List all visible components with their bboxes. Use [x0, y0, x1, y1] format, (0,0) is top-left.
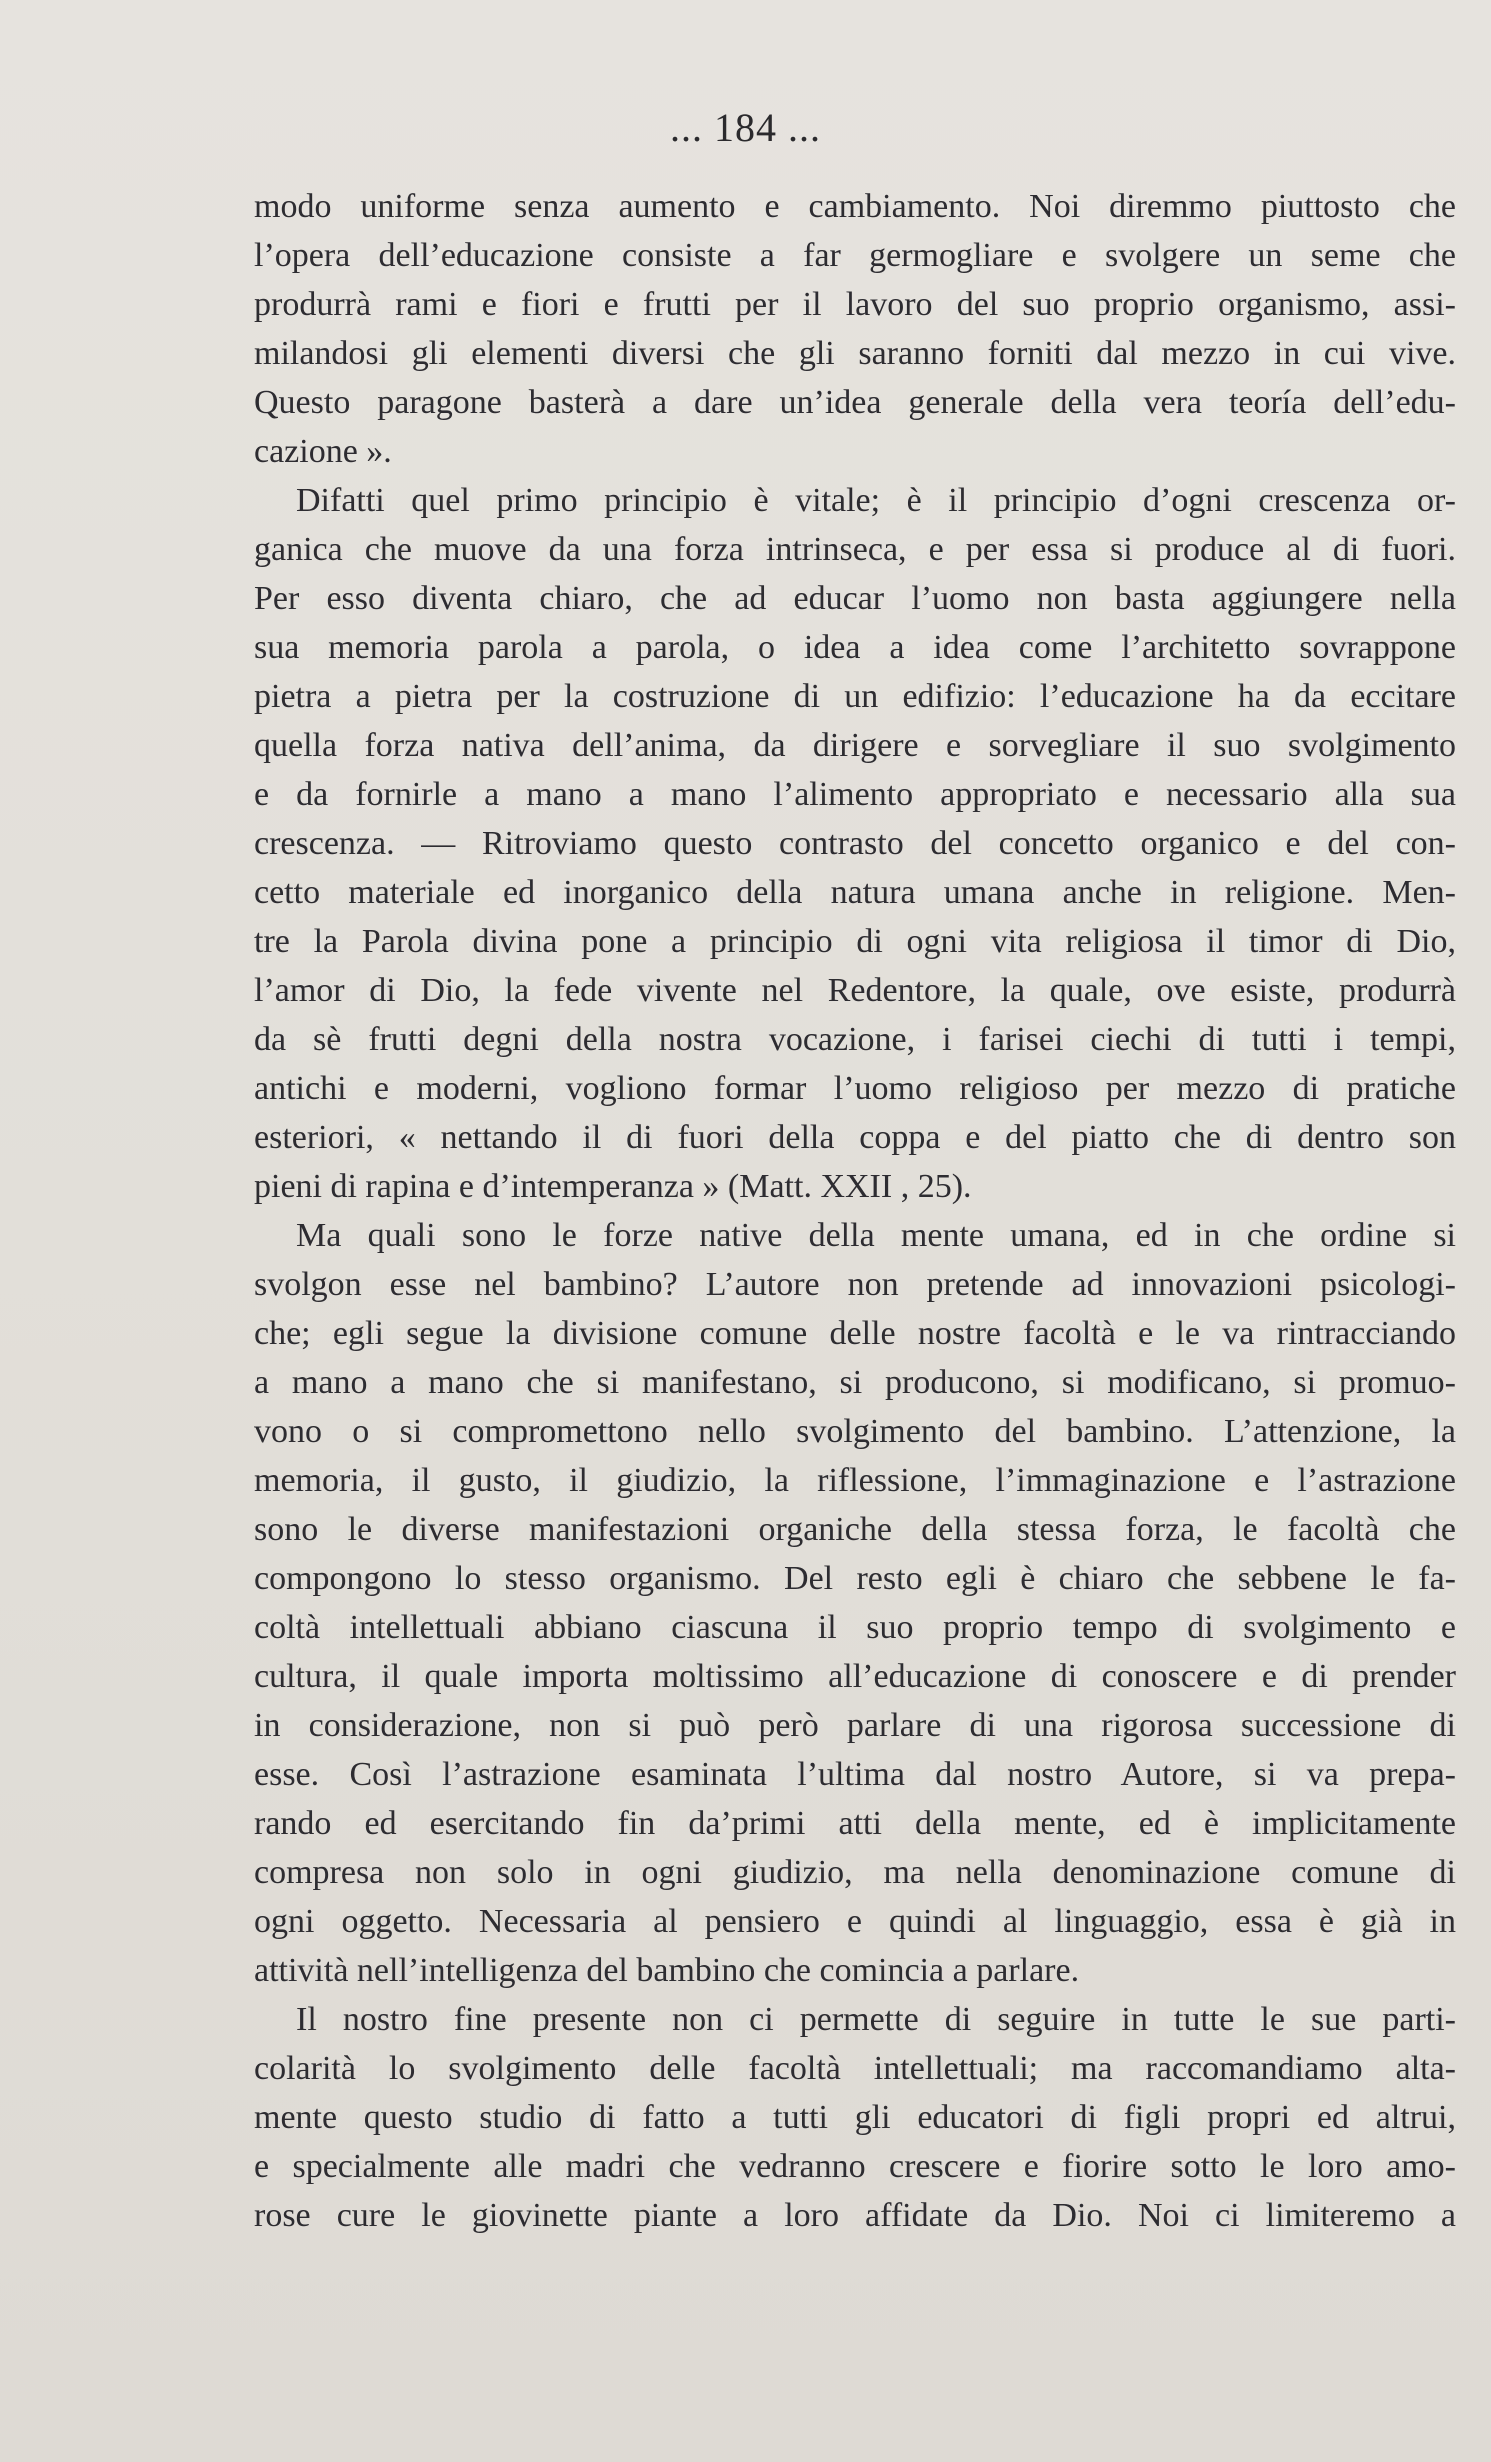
- text-line: cetto materiale ed inorganico della natura umana anche in religione. Men-: [254, 874, 1456, 911]
- text-line: a mano a mano che si manifestano, si producono, si modificano, si promuo-: [254, 1364, 1456, 1401]
- text-line: cazione ».: [254, 433, 392, 470]
- text-line: che; egli segue la divisione comune delle nostre facoltà e le va rintracciando: [254, 1315, 1456, 1352]
- text-line: l’amor di Dio, la fede vivente nel Redentore, la quale, ove esiste, produrrà: [254, 972, 1456, 1009]
- text-line: Per esso diventa chiaro, che ad educar l’uomo non basta aggiungere nella: [254, 580, 1456, 617]
- text-line: sua memoria parola a parola, o idea a idea come l’architetto sovrappone: [254, 629, 1456, 666]
- text-line: da sè frutti degni della nostra vocazione, i farisei ciechi di tutti i tempi,: [254, 1021, 1456, 1058]
- text-line: sono le diverse manifestazioni organiche della stessa forza, le facoltà che: [254, 1511, 1456, 1548]
- text-line: esteriori, « nettando il di fuori della coppa e del piatto che di dentro son: [254, 1119, 1456, 1156]
- text-line: quella forza nativa dell’anima, da dirigere e sorvegliare il suo svolgimento: [254, 727, 1456, 764]
- text-line: mente questo studio di fatto a tutti gli educatori di figli propri ed altrui,: [254, 2099, 1456, 2136]
- text-line: compresa non solo in ogni giudizio, ma nella denominazione comune di: [254, 1854, 1456, 1891]
- text-line: l’opera dell’educazione consiste a far germogliare e svolgere un seme che: [254, 237, 1456, 274]
- text-line: rose cure le giovinette piante a loro affidate da Dio. Noi ci limiteremo a: [254, 2197, 1456, 2234]
- text-line: e da fornirle a mano a mano l’alimento appropriato e necessario alla sua: [254, 776, 1456, 813]
- text-line: tre la Parola divina pone a principio di ogni vita religiosa il timor di Dio,: [254, 923, 1456, 960]
- page-number: ... 184 ...: [670, 105, 821, 150]
- text-line: coltà intellettuali abbiano ciascuna il suo proprio tempo di svolgimento e: [254, 1609, 1456, 1646]
- text-line: memoria, il gusto, il giudizio, la riflessione, l’immaginazione e l’astrazione: [254, 1462, 1456, 1499]
- text-line: produrrà rami e fiori e frutti per il lavoro del suo proprio organismo, assi-: [254, 286, 1456, 323]
- text-line: esse. Così l’astrazione esaminata l’ultima dal nostro Autore, si va prepa-: [254, 1756, 1456, 1793]
- text-line: attività nell’intelligenza del bambino che comincia a parlare.: [254, 1952, 1080, 1989]
- body-text: [254, 182, 1456, 2240]
- text-line: rando ed esercitando fin da’primi atti della mente, ed è implicitamente: [254, 1805, 1456, 1842]
- text-line: colarità lo svolgimento delle facoltà intellettuali; ma raccomandiamo alta-: [254, 2050, 1456, 2087]
- text-line: Difatti quel primo principio è vitale; è il principio d’ogni crescenza or-: [296, 482, 1456, 519]
- text-line: modo uniforme senza aumento e cambiamento. Noi diremmo piuttosto che: [254, 188, 1456, 225]
- text-line: e specialmente alle madri che vedranno crescere e fiorire sotto le loro amo-: [254, 2148, 1456, 2185]
- text-line: pieni di rapina e d’intemperanza » (Matt. XXII , 25).: [254, 1168, 972, 1205]
- text-line: pietra a pietra per la costruzione di un edifizio: l’educazione ha da eccitare: [254, 678, 1456, 715]
- text-line: ganica che muove da una forza intrinseca, e per essa si produce al di fuori.: [254, 531, 1456, 568]
- text-line: in considerazione, non si può però parlare di una rigorosa successione di: [254, 1707, 1456, 1744]
- text-line: Ma quali sono le forze native della mente umana, ed in che ordine si: [296, 1217, 1456, 1254]
- text-line: antichi e moderni, vogliono formar l’uomo religioso per mezzo di pratiche: [254, 1070, 1456, 1107]
- text-line: compongono lo stesso organismo. Del resto egli è chiaro che sebbene le fa-: [254, 1560, 1456, 1597]
- text-line: cultura, il quale importa moltissimo all’educazione di conoscere e di prender: [254, 1658, 1456, 1695]
- text-line: Questo paragone basterà a dare un’idea generale della vera teoría dell’edu-: [254, 384, 1456, 421]
- text-line: vono o si compromettono nello svolgimento del bambino. L’attenzione, la: [254, 1413, 1456, 1450]
- text-line: Il nostro fine presente non ci permette di seguire in tutte le sue parti-: [296, 2001, 1456, 2038]
- text-line: ogni oggetto. Necessaria al pensiero e quindi al linguaggio, essa è già in: [254, 1903, 1456, 1940]
- text-line: milandosi gli elementi diversi che gli saranno forniti dal mezzo in cui vive.: [254, 335, 1456, 372]
- text-line: crescenza. — Ritroviamo questo contrasto del concetto organico e del con-: [254, 825, 1456, 862]
- text-line: svolgon esse nel bambino? L’autore non pretende ad innovazioni psicologi-: [254, 1266, 1456, 1303]
